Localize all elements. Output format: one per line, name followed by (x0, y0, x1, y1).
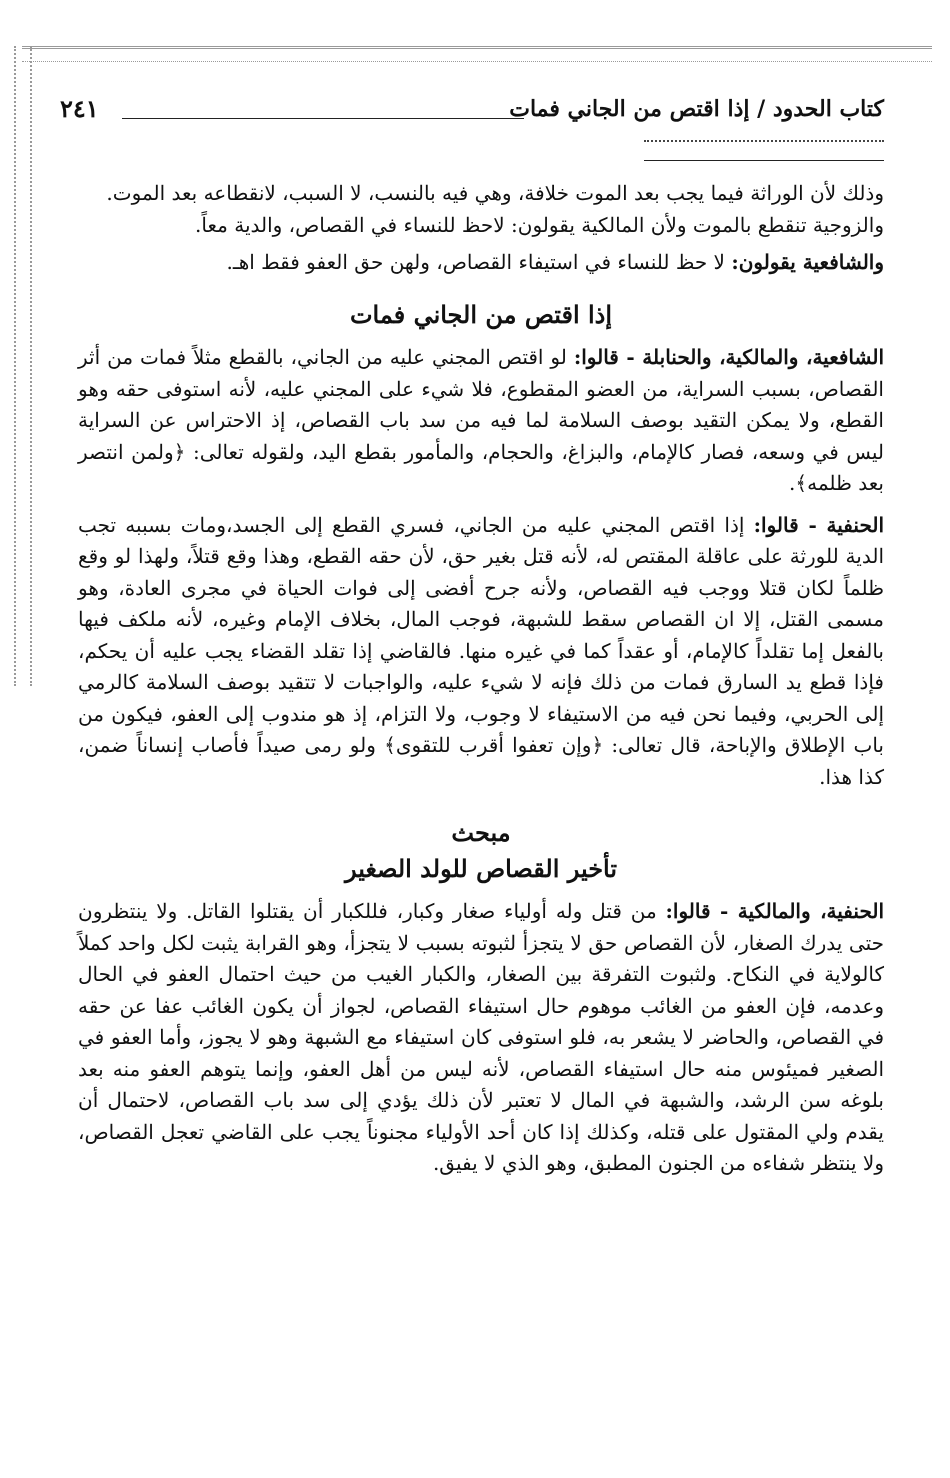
section2-paragraph-1 (78, 896, 884, 1180)
section1-p1-text: لو اقتص المجني عليه من الجاني، بالقطع مثلاً فمات من أثر القصاص، بسبب السراية، من العضو المقطوع، فلا شيء على المجني عليه، لأنه استوفى حقه وهو القطع، ولا يمكن التقيد بوصف السلامة لما فيه من سد باب القصاص، إذ الاحتراس عن السراية ليس في وسعه، فصار كالإمام، والبزاغ، والحجام، والمأمور بقطع اليد، ولقوله تعالى: ﴿ولمن انتصر بعد ظلمه﴾. (78, 345, 884, 495)
header-rule (644, 160, 884, 161)
header-title: كتاب الحدود / إذا اقتص من الجاني فمات (509, 96, 884, 122)
page-border-top (22, 46, 932, 62)
page-border-left (14, 46, 32, 686)
header-leader-line (122, 118, 524, 119)
intro-line-2: والزوجية تنقطع بالموت ولأن المالكية يقولون: لاحظ للنساء في القصاص، والدية معاً. (195, 212, 884, 237)
section1-heading: إذا اقتص من الجاني فمات (349, 299, 613, 329)
section2-heading: تأخير القصاص للولد الصغير (344, 853, 618, 883)
intro-shafii-text: لا حظ للنساء في استيفاء القصاص، ولهن حق العفو فقط اهـ. (226, 250, 725, 274)
running-header (60, 90, 884, 130)
section1-paragraph-1 (78, 342, 884, 500)
intro-line-1: وذلك لأن الوراثة فيما يجب بعد الموت خلافة، وهي فيه بالنسب، لا السبب، لانقطاعه بعد الموت. (106, 181, 884, 205)
page-body (78, 178, 884, 1180)
section1-p2-text: إذا اقتص المجني عليه من الجاني، فسري القطع إلى الجسد،ومات بسببه تجب الدية للورثة على عاقلة المقتص له، لأنه قتل بغير حق، لأن حقه القطع، وهذا وقع قتلاً، ولهذا لو وقع ظلماً لكان قتلا ووجب فيه القصاص، ولأنه جرح أفضى إلى فوات الحياة في مجرى العادة، وهو مسمى القتل، إلا ان القصاص سقط للشبهة، فوجب المال، بخلاف الإمام وغيره، لأنه ملكف فيها بالفعل إما تقلداً كالإمام، أو عقداً كما في غيره منها. فالقاضي إذا تقلد القضاء يجب عليه أن يحكم، فإذا قطع يد السارق فمات من ذلك فإنه لا شيء عليه، والواجبات لا تتقيد بوصف السلامة كالرمي إلى الحربي، وفيما نحن فيه من الاستيفاء لا وجوب، ولا التزام، إذ هو مندوب إلى العفو، فيكون من باب الإطلاق والإباحة، قال تعالى: ﴿وإن تعفوا أقرب للتقوى﴾ ولو رمى صيداً فأصاب إنساناً ضمن، كذا هذا. (78, 512, 884, 789)
section1-p2-label: الحنفية - قالوا: (753, 512, 885, 537)
section1-paragraph-2 (78, 510, 884, 794)
page-number: ٢٤١ (60, 94, 99, 123)
section2-p1-label: الحنفية، والمالكية - قالوا: (665, 899, 885, 923)
paragraph-spacer (78, 500, 884, 510)
header-dotted-rule (644, 140, 884, 142)
intro-shafii-label: والشافعية يقولون: (731, 250, 884, 274)
section1-p1-label: الشافعية، والمالكية، والحنابلة - قالوا: (573, 345, 884, 369)
section2-p1-text: من قتل وله أولياء صغار وكبار، فللكبار أن يقتلوا القاتل. ولا ينتظرون حتى يدرك الصغار، لأن القصاص حق لا يتجزأ لثبوته بسبب لا يتجزأ، وهو القرابة يثبت لكل واحد كملاً كالولاية في النكاح. ولثبوت التفرقة بين الصغار، والكبار الغيب من حيث احتمال العفو في الحال وعدمه، فإن العفو من الغائب موهوم حال استيفاء القصاص، لجواز أن يكون الغائب عفا عن حقه في القصاص، والحاضر لا يشعر به، فلو استوفى كان استيفاء مع الشبهة وهو لا يجوز، وأما العفو في الصغير فميئوس منه حال استيفاء القصاص، لأنه ليس من أهل العفو، وإنما يتوهم العفو منه بعد بلوغه سن الرشد، والشبهة في المال لا تعتبر لأن ذلك يؤدي إلى سد باب القصاص، لاحتمال أن يقدم ولي المقتول على قتله، وكذلك إذا كان أحد الأولياء مجنوناً يجب على القاضي تعجل القصاص، ولا ينتظر شفاءه من الجنون المطبق، وهو الذي لا يفيق. (78, 899, 884, 1175)
intro-shafii-paragraph (78, 247, 884, 279)
section2-heading-top: مبحث (451, 818, 511, 847)
